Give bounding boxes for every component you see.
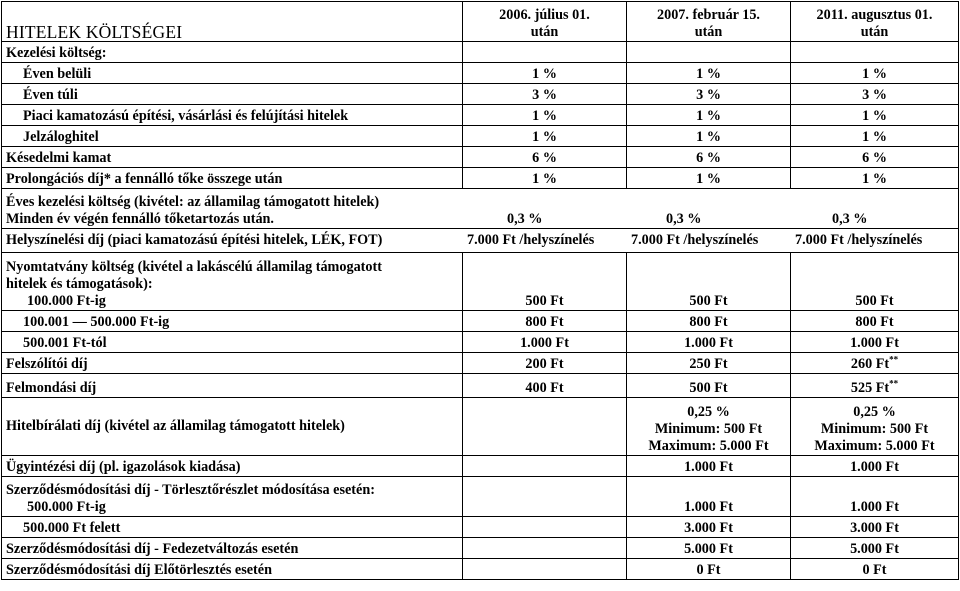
row-value: 3 % <box>463 84 627 105</box>
row-label: Éven belüli <box>2 63 463 84</box>
row-value: 1 % <box>463 168 627 189</box>
table-row <box>2 147 959 168</box>
table-row <box>2 559 959 580</box>
row-value: 1 % <box>627 105 791 126</box>
table-row <box>2 229 959 253</box>
row-value: 1.000 Ft <box>627 456 791 477</box>
row-label-line-2: 500.000 Ft-ig <box>27 499 106 515</box>
row-label: Jelzáloghitel <box>2 126 463 147</box>
header-row <box>2 2 959 42</box>
row-label: Prolongációs díj* a fennálló tőke összege után <box>2 168 463 189</box>
row-value <box>463 42 627 63</box>
row-label <box>2 229 959 253</box>
fees-table <box>1 1 959 580</box>
table-row <box>2 168 959 189</box>
row-value: 500 Ft <box>791 253 959 311</box>
row-value: 1 % <box>463 105 627 126</box>
row-value: 7.000 Ft /helyszínelés <box>631 232 759 248</box>
table-row <box>2 332 959 353</box>
row-label-text: Helyszínelési díj (piaci kamatozású építési hitelek, LÉK, FOT) <box>6 232 383 248</box>
row-value: 1 % <box>463 126 627 147</box>
row-value: 500 Ft <box>627 374 791 398</box>
row-value <box>791 42 959 63</box>
row-value: 1 % <box>791 168 959 189</box>
column-header-2-line-2: után <box>694 24 723 40</box>
footnote-marker: ** <box>889 354 899 365</box>
footnote-marker: ** <box>889 378 899 389</box>
row-value <box>791 353 959 374</box>
row-label: Hitelbírálati díj (kivétel az államilag támogatott hitelek) <box>2 398 463 456</box>
row-value: 1 % <box>791 105 959 126</box>
fee-percent: 0,25 % <box>853 404 896 420</box>
table-row <box>2 517 959 538</box>
row-label <box>2 477 463 517</box>
column-header-1-line-1: 2006. július 01. <box>499 7 590 23</box>
row-value: 500 Ft <box>627 253 791 311</box>
row-value: 3 % <box>791 84 959 105</box>
row-label: Éven túli <box>2 84 463 105</box>
row-label: 500.000 Ft felett <box>2 517 463 538</box>
row-label: Felszólítói díj <box>2 353 463 374</box>
row-label-line-1: Szerződésmódosítási díj - Törlesztőrészlet módosítása esetén: <box>6 482 375 498</box>
table-row <box>2 189 959 229</box>
row-value: 250 Ft <box>627 353 791 374</box>
row-value: 1 % <box>627 63 791 84</box>
row-value: 1 % <box>627 168 791 189</box>
row-value: 3 % <box>627 84 791 105</box>
row-label-line-2: hitelek és támogatások): <box>6 276 153 292</box>
row-value: 0,3 % <box>507 211 543 227</box>
row-value: 200 Ft <box>463 353 627 374</box>
row-value: 7.000 Ft /helyszínelés <box>467 232 595 248</box>
table-row <box>2 63 959 84</box>
row-value-text: 525 Ft <box>850 380 890 396</box>
row-value: 1 % <box>463 63 627 84</box>
column-header-3-line-1: 2011. augusztus 01. <box>816 7 933 23</box>
table-row <box>2 456 959 477</box>
column-header-1 <box>463 2 627 42</box>
row-value: 1.000 Ft <box>627 477 791 517</box>
row-value <box>463 559 627 580</box>
row-value: 0 Ft <box>791 559 959 580</box>
row-label: 100.001 — 500.000 Ft-ig <box>2 311 463 332</box>
row-value <box>627 42 791 63</box>
row-value: 5.000 Ft <box>791 538 959 559</box>
fee-minimum: Minimum: 500 Ft <box>654 421 763 437</box>
row-value: 7.000 Ft /helyszínelés <box>795 232 923 248</box>
row-label: Piaci kamatozású építési, vásárlási és felújítási hitelek <box>2 105 463 126</box>
row-label-line-1: Éves kezelési költség (kivétel: az államilag támogatott hitelek) <box>6 194 380 210</box>
row-label: Szerződésmódosítási díj Előtörlesztés esetén <box>2 559 463 580</box>
row-value: 1.000 Ft <box>463 332 627 353</box>
row-value: 1 % <box>627 126 791 147</box>
column-header-2 <box>627 2 791 42</box>
table-row <box>2 42 959 63</box>
fee-percent: 0,25 % <box>687 404 730 420</box>
row-value: 500 Ft <box>463 253 627 311</box>
row-label <box>2 253 463 311</box>
table-row <box>2 353 959 374</box>
row-value-text: 260 Ft <box>850 356 890 372</box>
table-row <box>2 538 959 559</box>
row-value: 6 % <box>627 147 791 168</box>
row-value: 3.000 Ft <box>791 517 959 538</box>
table-row <box>2 477 959 517</box>
row-label-line-3: 100.000 Ft-ig <box>27 293 106 309</box>
row-label: 500.001 Ft-tól <box>2 332 463 353</box>
table-title: HITELEK KÖLTSÉGEI <box>2 2 463 42</box>
row-label: Szerződésmódosítási díj - Fedezetváltozás esetén <box>2 538 463 559</box>
row-value: 3.000 Ft <box>627 517 791 538</box>
row-value <box>463 477 627 517</box>
row-value <box>627 398 791 456</box>
row-label-line-1: Nyomtatvány költség (kivétel a lakáscélú államilag támogatott <box>6 259 382 275</box>
row-value: 400 Ft <box>463 374 627 398</box>
row-value: 0,3 % <box>832 211 868 227</box>
row-value: 1.000 Ft <box>791 477 959 517</box>
column-header-3-line-2: után <box>860 24 889 40</box>
row-value: 0 Ft <box>627 559 791 580</box>
column-header-1-line-2: után <box>530 24 559 40</box>
row-value: 800 Ft <box>463 311 627 332</box>
row-value: 5.000 Ft <box>627 538 791 559</box>
table-row <box>2 84 959 105</box>
row-label: Késedelmi kamat <box>2 147 463 168</box>
row-value <box>463 456 627 477</box>
row-value: 1.000 Ft <box>791 456 959 477</box>
row-label-line-2: Minden év végén fennálló tőketartozás után. <box>6 211 274 227</box>
column-header-3 <box>791 2 959 42</box>
row-value: 1.000 Ft <box>791 332 959 353</box>
row-value: 0,3 % <box>666 211 702 227</box>
row-value <box>463 538 627 559</box>
table-row <box>2 374 959 398</box>
row-value: 1 % <box>791 63 959 84</box>
row-value: 6 % <box>791 147 959 168</box>
row-label: Kezelési költség: <box>2 42 463 63</box>
fee-maximum: Maximum: 5.000 Ft <box>814 438 935 454</box>
row-value <box>791 374 959 398</box>
row-value <box>791 398 959 456</box>
table-row <box>2 253 959 311</box>
row-value <box>463 398 627 456</box>
row-value: 800 Ft <box>791 311 959 332</box>
row-value <box>463 517 627 538</box>
fee-maximum: Maximum: 5.000 Ft <box>648 438 769 454</box>
row-value: 1.000 Ft <box>627 332 791 353</box>
row-value: 1 % <box>791 126 959 147</box>
row-label <box>2 189 959 229</box>
row-value: 6 % <box>463 147 627 168</box>
row-label: Felmondási díj <box>2 374 463 398</box>
column-header-2-line-1: 2007. február 15. <box>657 7 760 23</box>
row-label: Ügyintézési díj (pl. igazolások kiadása) <box>2 456 463 477</box>
table-row <box>2 105 959 126</box>
table-row <box>2 126 959 147</box>
table-row <box>2 398 959 456</box>
row-value: 800 Ft <box>627 311 791 332</box>
table-row <box>2 311 959 332</box>
fee-minimum: Minimum: 500 Ft <box>820 421 929 437</box>
